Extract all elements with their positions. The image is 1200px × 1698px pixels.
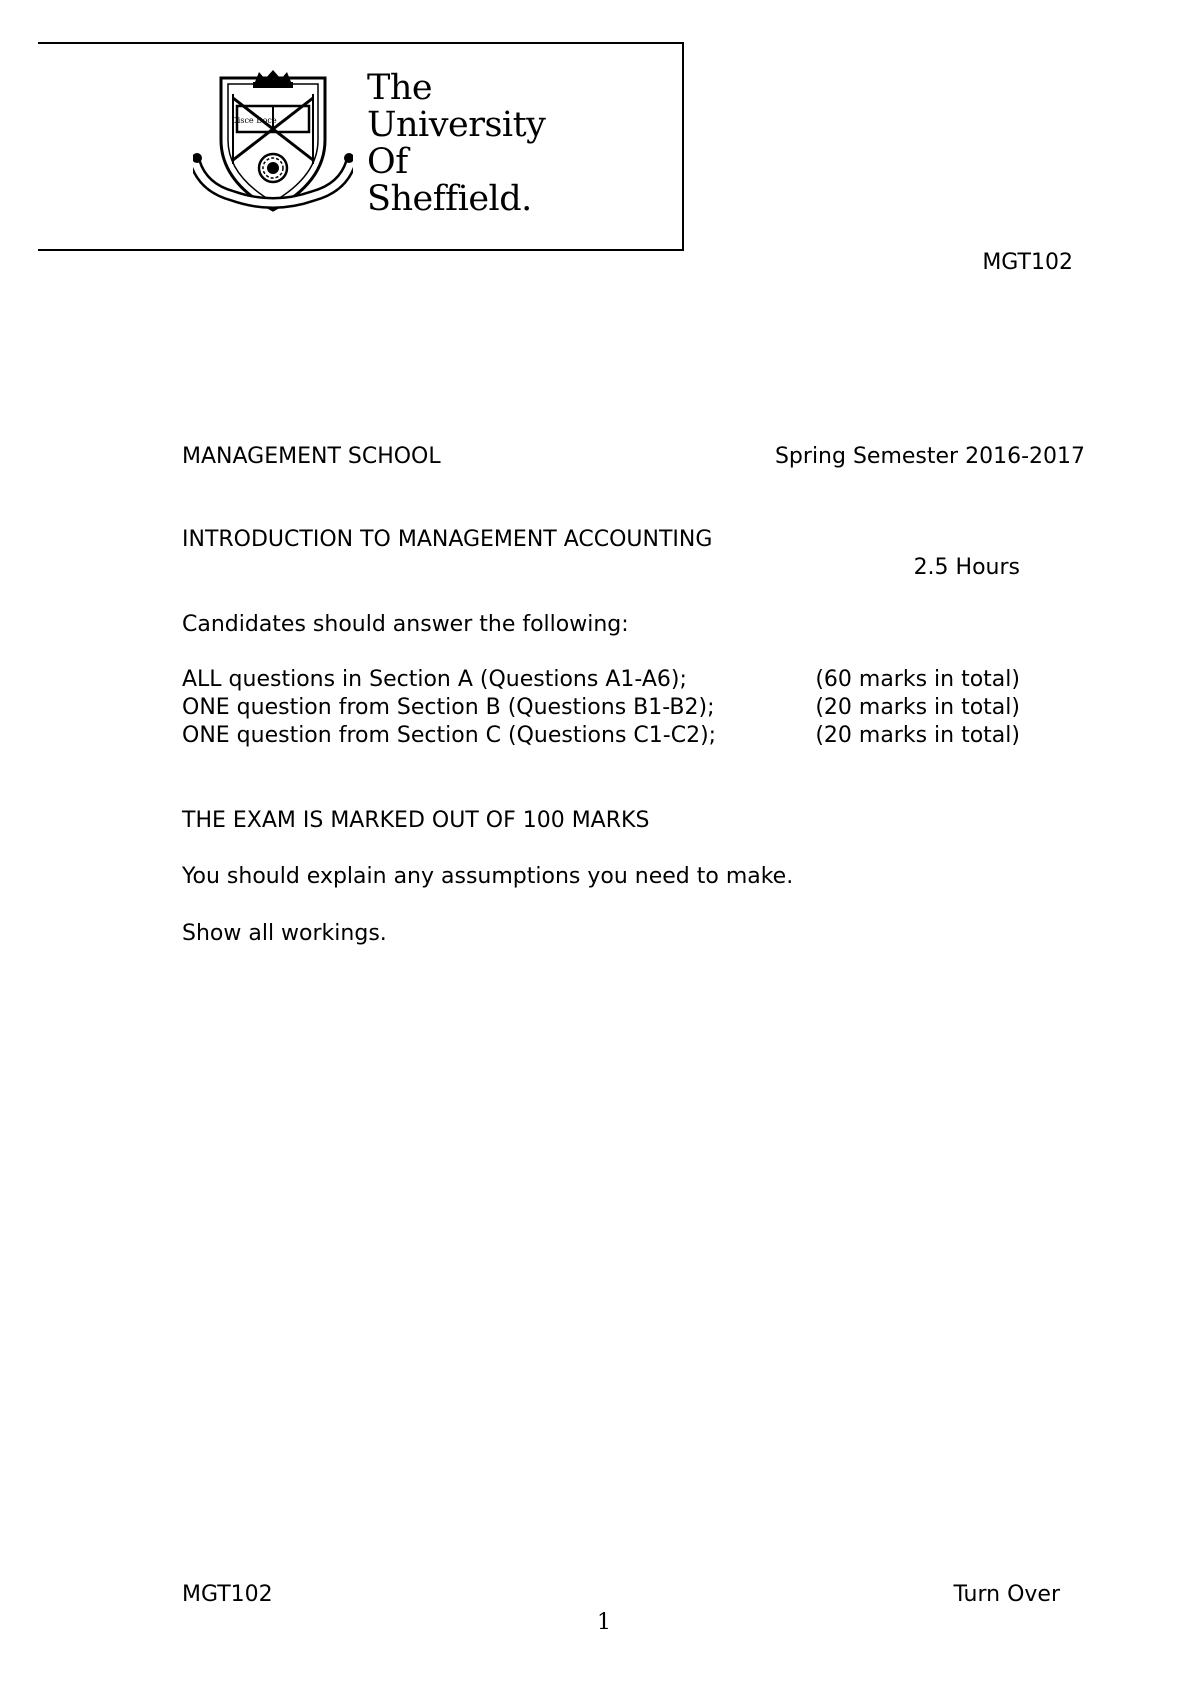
requirement-marks: (20 marks in total) [815, 723, 1020, 748]
header-course-code: MGT102 [982, 250, 1073, 275]
school-name: MANAGEMENT SCHOOL [182, 444, 441, 469]
requirement-text: ONE question from Section C (Questions C1-C2); [182, 723, 717, 748]
university-crest-icon [193, 70, 353, 220]
footer-turn-over: Turn Over [953, 1582, 1060, 1607]
crest-book-left: Disce Doce [231, 116, 277, 125]
logo-frame [38, 42, 684, 251]
requirement-text: ONE question from Section B (Questions B1-B2); [182, 695, 715, 720]
exam-duration: 2.5 Hours [913, 555, 1020, 580]
wordmark-line: Sheffield. [367, 179, 532, 219]
wordmark-line: University [367, 105, 546, 145]
requirement-marks: (60 marks in total) [815, 667, 1020, 692]
wordmark-line: Of [367, 142, 408, 182]
total-marks-note: THE EXAM IS MARKED OUT OF 100 MARKS [182, 808, 650, 833]
requirement-marks: (20 marks in total) [815, 695, 1020, 720]
university-wordmark [367, 70, 545, 218]
assumptions-note: You should explain any assumptions you need to make. [182, 864, 794, 889]
workings-note: Show all workings. [182, 921, 387, 946]
requirement-text: ALL questions in Section A (Questions A1-A6); [182, 667, 687, 692]
footer-course-code: MGT102 [182, 1582, 273, 1607]
page-number: 1 [597, 1610, 611, 1635]
wordmark-line: The [367, 68, 433, 108]
exam-title: INTRODUCTION TO MANAGEMENT ACCOUNTING [182, 527, 713, 552]
instructions-intro: Candidates should answer the following: [182, 612, 629, 637]
semester: Spring Semester 2016-2017 [774, 444, 1085, 469]
